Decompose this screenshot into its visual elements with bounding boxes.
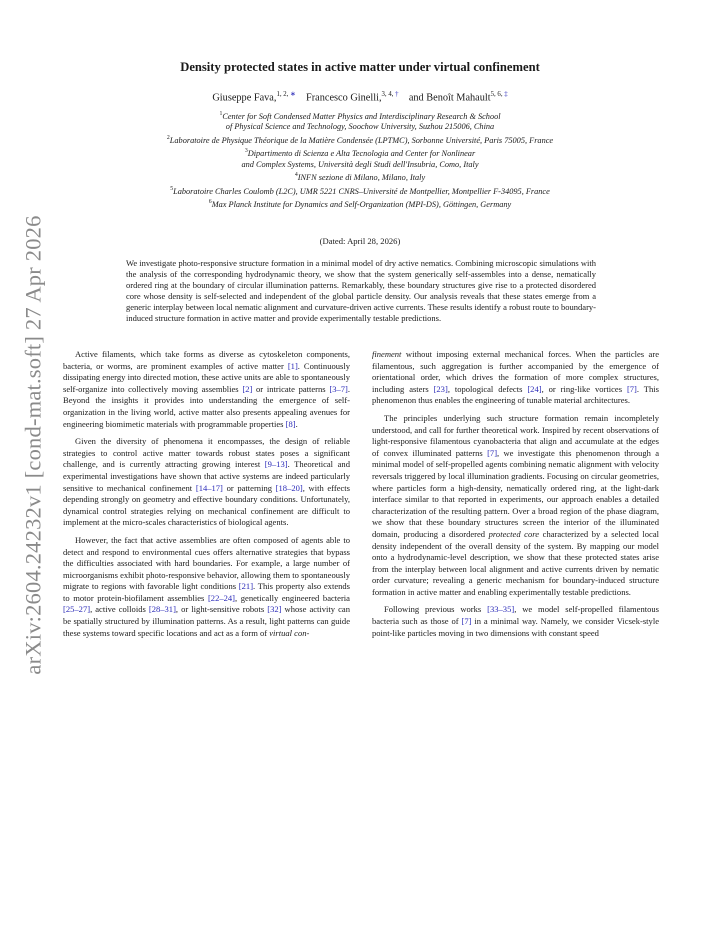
body-text: , we investigate this phenomenon through a minimal model of self-propelled agents combining nematic alignment with velocity reversals triggered by local illumination gradients. Focusing on circular geometries, where particles form a high-density, nematically ordered ring, at the light-dark interface similar to that reported in experiments, our approach enables a detailed characterization of the resulting pattern. Over a broad region of the phase diagram, we show that these boundary structures screen the interior of the illuminated domain, producing a disordered — [372, 447, 659, 539]
author-affiliation-mark: 5, 6, — [490, 91, 505, 98]
citation-link[interactable]: [24] — [527, 383, 542, 394]
body-paragraph — [63, 436, 350, 529]
citation-link[interactable]: [7] — [461, 616, 472, 627]
body-paragraph — [372, 604, 659, 639]
citation-link[interactable]: [7] — [487, 447, 498, 458]
body-text: , topological defects — [447, 383, 528, 394]
affiliation-number: 5 — [170, 185, 174, 192]
citation-link[interactable]: [22–24] — [207, 592, 236, 603]
author-name: Francesco Ginelli, — [306, 92, 382, 104]
body-text: or intricate patterns — [252, 383, 330, 394]
affiliation-line — [60, 170, 660, 183]
body-text: , we model self-propelled filamentous bacteria such as those of — [372, 604, 659, 627]
paper-title: Density protected states in active matter under virtual confinement — [180, 60, 540, 74]
body-text: , or light-sensitive robots — [175, 604, 268, 615]
affiliation-text: and Complex Systems, Università degli Studi dell'Insubria, Como, Italy — [241, 159, 479, 169]
author-affiliation-mark: 1, 2, — [276, 91, 291, 98]
citation-link[interactable]: [23] — [433, 383, 448, 394]
affiliation-line — [60, 133, 660, 146]
emphasized-text: protected core — [488, 528, 540, 539]
author-footnote-link[interactable]: ‡ — [504, 91, 508, 98]
dated-line: (Dated: April 28, 2026) — [319, 236, 401, 246]
citation-link[interactable]: [7] — [626, 383, 637, 394]
body-text: The principles underlying such structure formation remain incompletely understood, and call for further theoretical work. Inspired by recent observations of light-responsive filamentous cyanobacteria that align and accumulate at the edges of convex illuminated patterns — [372, 412, 659, 458]
body-text: without imposing external mechanical forces. When the particles are filamentous, such aggregation is further accompanied by the emergence of orientational order, which drives the formation of more complex structures, including asters — [372, 349, 659, 394]
right-column — [372, 349, 659, 645]
author-footnote-link[interactable]: † — [395, 91, 399, 98]
body-paragraph — [63, 349, 350, 430]
affiliation-line — [60, 160, 660, 171]
body-paragraph — [63, 535, 350, 639]
affiliation-list — [60, 109, 660, 210]
body-text: However, the fact that active assemblies are often composed of agents able to detect and respond to environmental cues offers alternative strategies that bypass the difficulties associated with hard boundaries. For example, a large number of microorganisms exhibit photo-responsive behavior, allowing them to spontaneously migrate to regions with favorable light conditions — [63, 534, 350, 592]
affiliation-number: 4 — [294, 172, 298, 179]
author-footnote-link[interactable]: ∗ — [290, 91, 296, 98]
body-text: Given the diversity of phenomena it encompasses, the design of reliable strategies to control active matter towards robust states poses a significant challenge, and is currently attracting growing interest — [63, 436, 350, 470]
body-text: , genetically engineered bacteria — [235, 592, 350, 603]
affiliation-number: 1 — [219, 111, 223, 117]
citation-link[interactable]: [18–20] — [275, 482, 303, 493]
left-column — [63, 349, 350, 645]
affiliation-text: Laboratoire de Physique Théorique de la Matière Condensée (LPTMC), Sorbonne Université, Paris 75005, France — [169, 135, 554, 145]
citation-link[interactable]: [33–35] — [487, 604, 515, 615]
affiliation-text: Laboratoire Charles Coulomb (L2C), UMR 5221 CNRS–Université de Montpellier, Montpellier F-34095, France — [173, 186, 550, 196]
emphasized-text: virtual con- — [269, 627, 310, 638]
body-text: characterized by a selected local density independent of the overall density of the system. By mapping our model onto a hydrodynamic-level description, we show that these protected states arise from the interplay between local alignment and active currents driven by nematic order curvature; revealing a generic mechanism for boundary-induced structure formation in active matter and enabling experimentally testable predictions. — [372, 528, 660, 597]
citation-link[interactable]: [1] — [287, 360, 298, 371]
body-text: Following previous works — [384, 604, 488, 615]
body-paragraph — [372, 349, 659, 407]
body-text: . — [295, 418, 298, 429]
affiliation-text: Max Planck Institute for Dynamics and Self-Organization (MPI-DS), Göttingen, Germany — [211, 199, 512, 209]
affiliation-line — [60, 197, 660, 210]
body-text: Active filaments, which take forms as diverse as cytoskeleton components, bacteria, or worms, are prominent examples of active matter — [63, 349, 350, 371]
body-paragraph — [372, 413, 659, 599]
abstract: We investigate photo-responsive structure formation in a minimal model of dry active nematics. Combining microscopic simulations with the analysis of the corresponding hydrodynamic theory, we show that the system generically self-assembles into a dense, nematically ordered ring at the boundary of circular illumination patterns. Remarkably, these boundary structures give rise to a protected disordered core whose density is self-selected and independent of the global particle density. Our analysis reveals that these states emerge from a generic interplay between local nematic alignment and curvature-driven active currents. These results identify a robust route to boundary-induced structure formation in active matter and provide experimentally testable predictions. — [126, 258, 596, 324]
affiliation-line — [60, 146, 660, 159]
affiliation-line — [60, 184, 660, 197]
author-name: and Benoît Mahault — [408, 92, 491, 104]
body-text: or patterning — [222, 482, 276, 493]
citation-link[interactable]: [2] — [242, 383, 253, 394]
citation-link[interactable]: [9–13] — [264, 459, 288, 470]
affiliation-text: Center for Soft Condensed Matter Physics and Interdisciplinary Research & School — [222, 111, 501, 121]
body-text: . This phenomenon thus enables the engineering of tunable material architectures. — [372, 383, 659, 406]
affiliation-number: 3 — [244, 148, 248, 155]
affiliation-line — [60, 122, 660, 133]
body-text: , or ring-like vortices — [541, 383, 627, 394]
citation-link[interactable]: [25–27] — [63, 604, 91, 615]
emphasized-text: finement — [372, 349, 402, 359]
citation-link[interactable]: [3–7] — [329, 383, 348, 394]
citation-link[interactable]: [14–17] — [195, 482, 223, 493]
body-text: . Beyond the insights it provides into understanding the emergence of self-organization in the living world, active matter also presents appealing avenues for engineering biomimetic materials with programmable properties — [63, 383, 350, 429]
author-list — [0, 90, 720, 103]
body-text: , with effects depending strongly on geometry and effective boundary conditions. Unfortunately, dynamical control strategies relying on mechanical confinement are difficult to implement at the micro-scales characteristics of biological agents. — [63, 482, 351, 528]
citation-link[interactable]: [8] — [285, 418, 296, 429]
citation-link[interactable]: [28–31] — [148, 604, 176, 615]
citation-link[interactable]: [32] — [267, 604, 282, 615]
body-text: , active colloids — [90, 604, 149, 615]
author-affiliation-mark: 3, 4, — [381, 91, 396, 98]
body-text: in a minimal way. Namely, we consider Vicsek-style point-like particles moving in two dimensions with constant speed — [372, 616, 659, 638]
affiliation-line — [60, 109, 660, 122]
affiliation-text: INFN sezione di Milano, Milano, Italy — [297, 173, 426, 183]
body-text: whose activity can be spatially structured by illumination patterns. As a result, light patterns can guide these systems toward specific locations and act as a form of — [63, 604, 351, 638]
body-text: . Continuously dissipating energy into directed motion, these active units are able to spontaneously self-organize into collectively moving assemblies — [63, 360, 350, 394]
body-text: . This property also extends to motor protein-biofilament assemblies — [63, 581, 350, 603]
arxiv-identifier: arXiv:2604.24232v1 [cond-mat.soft] 27 Apr 2026 — [21, 215, 47, 675]
citation-link[interactable]: [21] — [238, 581, 254, 592]
author-name: Giuseppe Fava, — [212, 92, 277, 104]
body-text: . Theoretical and experimental investigations have shown that active systems are indeed particularly sensitive to mechanical confinement — [63, 459, 350, 493]
affiliation-number: 6 — [208, 198, 212, 205]
affiliation-text: Dipartimento di Scienza e Alta Tecnologia and Center for Nonlinear — [247, 149, 476, 159]
arxiv-side-stamp — [14, 215, 54, 675]
affiliation-text: of Physical Science and Technology, Soochow University, Suzhou 215006, China — [225, 122, 495, 132]
affiliation-number: 2 — [166, 134, 170, 141]
